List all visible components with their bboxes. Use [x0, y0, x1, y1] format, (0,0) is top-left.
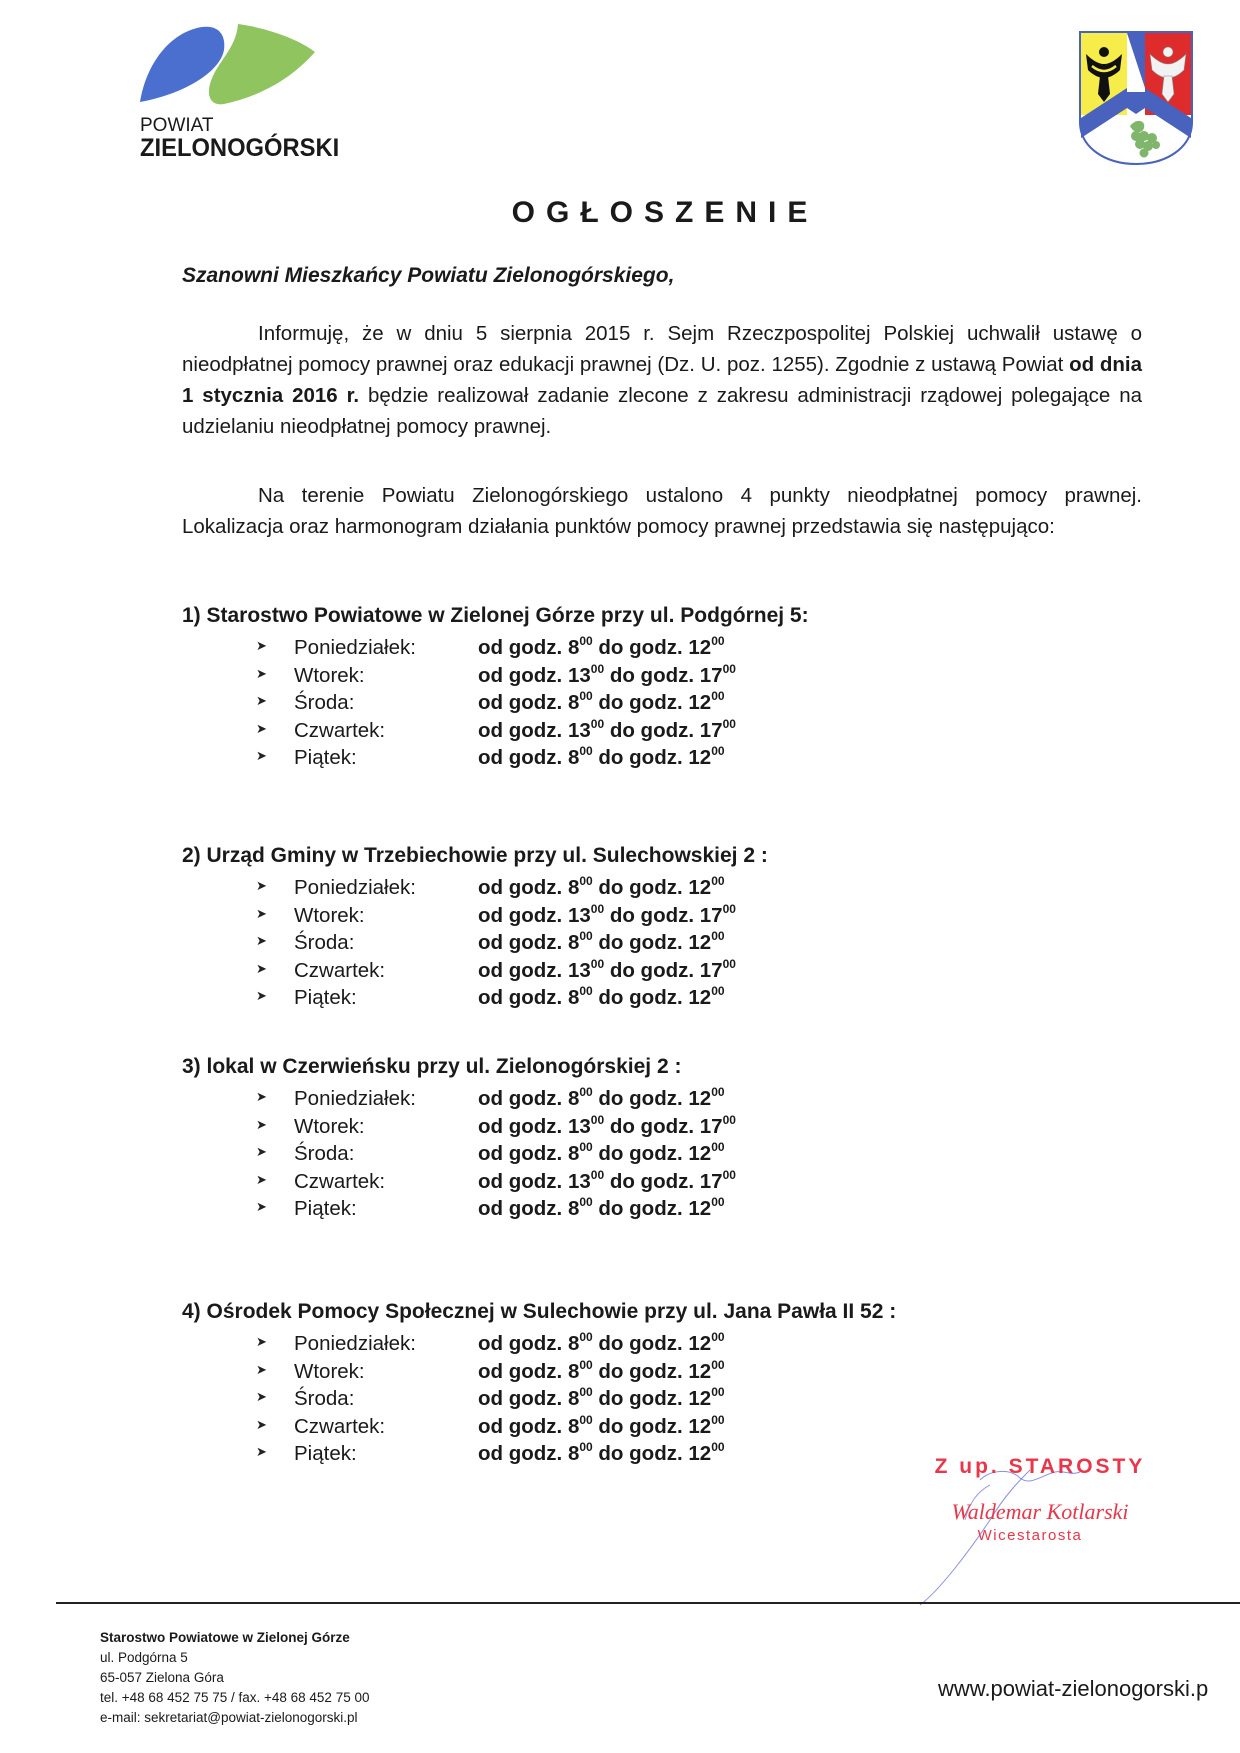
schedule-day: Poniedziałek: — [294, 876, 416, 899]
hours-from-minutes: 00 — [579, 634, 593, 648]
hours-to-minutes: 00 — [711, 1385, 725, 1399]
hours-to-minutes: 00 — [722, 1112, 736, 1127]
footer-org-name — [100, 1628, 350, 1648]
arrow-bullet-icon: ➤ — [256, 1389, 267, 1404]
hours-to-minutes: 00 — [711, 874, 725, 888]
hours-from-minutes: 00 — [579, 1330, 593, 1344]
hours-from: 8 — [567, 986, 580, 1009]
schedule-day: Wtorek: — [294, 1114, 365, 1138]
hours-from-minutes: 00 — [590, 901, 605, 916]
hours-from-minutes: 00 — [579, 1195, 593, 1209]
hours-from-label: od godz. — [478, 1087, 568, 1110]
arrow-bullet-icon: ➤ — [256, 1416, 267, 1432]
hours-to-label: do godz. — [592, 691, 689, 714]
stamp — [930, 1455, 1150, 1555]
hours-to: 12 — [688, 931, 712, 954]
hours-from-label: od godz. — [478, 636, 568, 659]
schedule-day: Czwartek: — [294, 958, 386, 982]
hours-to-label: do godz. — [592, 1142, 689, 1165]
schedule-day: Poniedziałek: — [294, 1087, 416, 1110]
arrow-bullet-icon: ➤ — [256, 748, 267, 763]
arrow-bullet-icon: ➤ — [256, 905, 267, 921]
hours-to-label: do godz. — [604, 663, 700, 687]
hours-from-label: od godz. — [478, 1197, 568, 1220]
arrow-bullet-icon: ➤ — [256, 1144, 267, 1159]
intro-text-date: od dnia 1 stycznia 2016 r. — [182, 353, 1142, 407]
schedule-day: Środa: — [294, 1387, 355, 1410]
schedule-day: Czwartek: — [294, 718, 386, 742]
schedule-hours — [478, 636, 725, 660]
hours-from-label: od godz. — [478, 986, 568, 1009]
hours-to-minutes: 00 — [711, 1412, 725, 1427]
arrow-bullet-icon: ➤ — [256, 1361, 267, 1377]
schedule-hours — [478, 1442, 725, 1466]
hours-from-label: od godz. — [478, 1114, 568, 1138]
hours-to-label: do godz. — [592, 1197, 689, 1220]
footer-phone: tel. +48 68 452 75 75 / fax. +48 68 452 75 00 — [100, 1690, 370, 1705]
hours-from: 8 — [567, 931, 580, 954]
hours-from: 8 — [567, 746, 580, 769]
arrow-bullet-icon: ➤ — [256, 1334, 267, 1349]
hours-to-minutes: 00 — [722, 956, 736, 971]
hours-from-minutes: 00 — [579, 1085, 593, 1099]
locations-paragraph: Na terenie Powiatu Zielonogórskiego ustalono 4 punkty nieodpłatnej pomocy prawnej. Lokalizacja oraz harmonogram działania punktów pomocy prawnej przedstawia się następująco: — [182, 484, 1142, 538]
schedule-hours — [478, 661, 736, 688]
schedule-day: Poniedziałek: — [294, 1332, 416, 1355]
hours-from-label: od godz. — [478, 1442, 568, 1465]
hours-to-minutes: 00 — [711, 689, 725, 703]
schedule-day: Piątek: — [294, 1197, 357, 1220]
schedule-day: Poniedziałek: — [294, 636, 416, 659]
hours-to-minutes: 00 — [711, 984, 725, 998]
hours-from-minutes: 00 — [579, 689, 593, 703]
hours-from: 8 — [567, 1387, 580, 1410]
schedule-hours — [478, 876, 725, 900]
schedule-hours — [478, 1087, 725, 1111]
salutation: Szanowni Mieszkańcy Powiatu Zielonogórskiego, — [182, 264, 675, 287]
hours-to: 12 — [688, 1197, 712, 1220]
hours-to-label: do godz. — [592, 1359, 689, 1383]
stamp-name: Waldemar Kotlarski — [951, 1499, 1129, 1524]
schedule-hours — [478, 746, 725, 770]
hours-to-label: do godz. — [592, 876, 689, 899]
arrow-bullet-icon: ➤ — [256, 720, 267, 736]
intro-paragraph — [182, 318, 1142, 442]
location-heading: 3) lokal w Czerwieńsku przy ul. Zielonogórskiej 2 : — [182, 1055, 682, 1078]
hours-to-label: do godz. — [592, 1414, 689, 1438]
schedule-day: Wtorek: — [294, 1359, 365, 1383]
hours-from: 8 — [567, 1414, 580, 1438]
hours-from: 8 — [567, 691, 580, 714]
location-heading: 1) Starostwo Powiatowe w Zielonej Górze przy ul. Podgórnej 5: — [182, 604, 809, 627]
hours-to-label: do godz. — [592, 931, 689, 954]
powiat-logo-icon — [140, 24, 340, 119]
hours-to-minutes: 00 — [711, 1357, 725, 1372]
hours-from-minutes: 00 — [590, 1167, 605, 1182]
hours-from: 13 — [567, 718, 591, 742]
arrow-bullet-icon: ➤ — [256, 988, 267, 1003]
hours-to: 17 — [699, 958, 723, 982]
footer-email[interactable]: e-mail: sekretariat@powiat-zielonogorski.pl — [100, 1710, 358, 1725]
intro-text-start: Informuję, że w dniu 5 sierpnia 2015 r. Sejm Rzeczpospolitej Polskiej uchwalił ustawę o nieodpłatnej pomocy prawnej oraz edukacji prawnej (Dz. U. poz. 1255). Zgodnie z ustawą Powiat — [182, 322, 1142, 376]
hours-from: 8 — [567, 1197, 580, 1220]
arrow-bullet-icon: ➤ — [256, 1199, 267, 1214]
hours-to-minutes: 00 — [722, 716, 736, 731]
schedule-day: Piątek: — [294, 1442, 357, 1465]
footer-website-link[interactable]: www.powiat-zielonogorski.p — [938, 1676, 1209, 1701]
arrow-bullet-icon: ➤ — [256, 1171, 267, 1187]
hours-from-minutes: 00 — [579, 1385, 593, 1399]
hours-to-minutes: 00 — [711, 1085, 725, 1099]
hours-to-minutes: 00 — [711, 1195, 725, 1209]
hours-from-label: od godz. — [478, 931, 568, 954]
hours-from-label: od godz. — [478, 903, 568, 927]
schedule-day: Piątek: — [294, 746, 357, 769]
schedule-hours — [478, 1332, 725, 1356]
schedule-day: Piątek: — [294, 986, 357, 1009]
hours-to: 12 — [688, 1359, 712, 1383]
powiat-logo — [140, 24, 360, 164]
schedule-hours — [478, 691, 725, 715]
hours-from: 8 — [567, 636, 580, 659]
hours-from: 13 — [567, 1114, 591, 1138]
hours-from: 13 — [567, 958, 591, 982]
schedule-hours — [478, 1142, 725, 1166]
hours-from-label: od godz. — [478, 876, 568, 899]
hours-to-minutes: 00 — [722, 1167, 736, 1182]
hours-to: 12 — [688, 876, 712, 899]
hours-to-label: do godz. — [604, 718, 700, 742]
hours-to: 17 — [699, 1169, 723, 1193]
hours-from-label: od godz. — [478, 1359, 568, 1383]
stamp-role: Wicestarosta — [977, 1527, 1083, 1544]
footer-street: ul. Podgórna 5 — [100, 1650, 188, 1665]
location-heading: 2) Urząd Gminy w Trzebiechowie przy ul. Sulechowskiej 2 : — [182, 844, 768, 867]
hours-to: 12 — [688, 636, 712, 659]
arrow-bullet-icon: ➤ — [256, 1089, 267, 1104]
hours-to-minutes: 00 — [711, 929, 725, 943]
schedule-hours — [478, 1357, 725, 1384]
hours-to: 17 — [699, 718, 723, 742]
intro-text-end: będzie realizował zadanie zlecone z zakresu administracji rządowej polegające na udzielaniu nieodpłatnej pomocy prawnej. — [182, 384, 1142, 438]
hours-from-minutes: 00 — [579, 984, 593, 998]
hours-from-label: od godz. — [478, 663, 568, 687]
hours-from-minutes: 00 — [590, 956, 605, 971]
hours-to-label: do godz. — [592, 1332, 689, 1355]
schedule-hours — [478, 1387, 725, 1411]
schedule-day: Środa: — [294, 691, 355, 714]
hours-from-minutes: 00 — [579, 744, 593, 758]
footer-divider — [56, 1602, 1240, 1604]
hours-from-label: od godz. — [478, 1332, 568, 1355]
hours-from: 8 — [567, 1332, 580, 1355]
hours-to-minutes: 00 — [722, 661, 736, 676]
schedule-hours — [478, 901, 736, 928]
hours-to-minutes: 00 — [711, 1330, 725, 1344]
hours-from-minutes: 00 — [579, 1440, 593, 1454]
hours-to: 12 — [688, 691, 712, 714]
schedule-day: Środa: — [294, 931, 355, 954]
arrow-bullet-icon: ➤ — [256, 960, 267, 976]
logo-green-shape — [209, 24, 315, 104]
footer-org-name-text: Starostwo Powiatowe w Zielonej Górze — [100, 1630, 350, 1645]
hours-from: 8 — [567, 1087, 580, 1110]
logo-text-name: ZIELONOGÓRSKI — [140, 134, 340, 162]
coat-of-arms — [1078, 30, 1194, 166]
hours-to: 12 — [688, 1387, 712, 1410]
hours-from-minutes: 00 — [590, 716, 605, 731]
hours-to-label: do godz. — [604, 1114, 700, 1138]
stamp-authority: Z up. STAROSTY — [934, 1455, 1146, 1478]
schedule-hours — [478, 1197, 725, 1221]
arrow-bullet-icon: ➤ — [256, 1116, 267, 1132]
hours-from-minutes: 00 — [579, 1140, 593, 1154]
hours-to: 12 — [688, 1087, 712, 1110]
hours-from-minutes: 00 — [590, 1112, 605, 1127]
arrow-bullet-icon: ➤ — [256, 693, 267, 708]
hours-to-label: do godz. — [604, 903, 700, 927]
arrow-bullet-icon: ➤ — [256, 665, 267, 681]
schedule-day: Wtorek: — [294, 903, 365, 927]
schedule-day: Czwartek: — [294, 1414, 386, 1438]
schedule-hours — [478, 716, 736, 743]
arrow-bullet-icon: ➤ — [256, 933, 267, 948]
hours-to-minutes: 00 — [711, 634, 725, 648]
hours-to: 17 — [699, 903, 723, 927]
hours-from: 13 — [567, 903, 591, 927]
hours-from-minutes: 00 — [579, 1412, 593, 1427]
hours-to: 12 — [688, 746, 712, 769]
hours-to-label: do godz. — [604, 1169, 700, 1193]
arrow-bullet-icon: ➤ — [256, 638, 267, 653]
hours-to-minutes: 00 — [711, 1140, 725, 1154]
hours-from: 8 — [567, 1142, 580, 1165]
hours-to-label: do godz. — [592, 1442, 689, 1465]
hours-to: 12 — [688, 1142, 712, 1165]
hours-to: 12 — [688, 1332, 712, 1355]
hours-to-label: do godz. — [604, 958, 700, 982]
schedule-day: Środa: — [294, 1142, 355, 1165]
hours-from-label: od godz. — [478, 691, 568, 714]
page-title: OGŁOSZENIE — [511, 196, 819, 229]
hours-from: 8 — [567, 1359, 580, 1383]
hours-to-minutes: 00 — [711, 744, 725, 758]
hours-to: 17 — [699, 1114, 723, 1138]
hours-to-minutes: 00 — [711, 1440, 725, 1454]
hours-from: 13 — [567, 663, 591, 687]
hours-from: 8 — [567, 876, 580, 899]
schedule-hours — [478, 1412, 725, 1439]
schedule-hours — [478, 931, 725, 955]
schedule-hours — [478, 1167, 736, 1194]
coat-of-arms-icon — [1078, 30, 1194, 166]
location-heading: 4) Ośrodek Pomocy Społecznej w Sulechowie przy ul. Jana Pawła II 52 : — [182, 1300, 897, 1323]
hours-from-label: od godz. — [478, 1414, 568, 1438]
footer-city: 65-057 Zielona Góra — [100, 1670, 224, 1685]
hours-to: 12 — [688, 1442, 712, 1465]
schedule-hours — [478, 1112, 736, 1139]
hours-from-label: od godz. — [478, 746, 568, 769]
hours-to: 17 — [699, 663, 723, 687]
hours-to: 12 — [688, 986, 712, 1009]
hours-from-minutes: 00 — [579, 1357, 593, 1372]
hours-to-minutes: 00 — [722, 901, 736, 916]
hours-to-label: do godz. — [592, 1087, 689, 1110]
hours-from-label: od godz. — [478, 718, 568, 742]
hours-from-minutes: 00 — [579, 929, 593, 943]
hours-from-minutes: 00 — [579, 874, 593, 888]
schedule-day: Czwartek: — [294, 1169, 386, 1193]
hours-to-label: do godz. — [592, 746, 689, 769]
arrow-bullet-icon: ➤ — [256, 878, 267, 893]
hours-from-label: od godz. — [478, 1169, 568, 1193]
schedule-day: Wtorek: — [294, 663, 365, 687]
hours-from: 13 — [567, 1169, 591, 1193]
schedule-hours — [478, 986, 725, 1010]
hours-to-label: do godz. — [592, 1387, 689, 1410]
hours-from: 8 — [567, 1442, 580, 1465]
hours-from-label: od godz. — [478, 1387, 568, 1410]
schedule-hours — [478, 956, 736, 983]
logo-text-powiat: POWIAT — [140, 115, 214, 136]
arrow-bullet-icon: ➤ — [256, 1444, 267, 1459]
hours-from-minutes: 00 — [590, 661, 605, 676]
hours-to-label: do godz. — [592, 986, 689, 1009]
hours-to-label: do godz. — [592, 636, 689, 659]
hours-from-label: od godz. — [478, 958, 568, 982]
hours-from-label: od godz. — [478, 1142, 568, 1165]
hours-to: 12 — [688, 1414, 712, 1438]
